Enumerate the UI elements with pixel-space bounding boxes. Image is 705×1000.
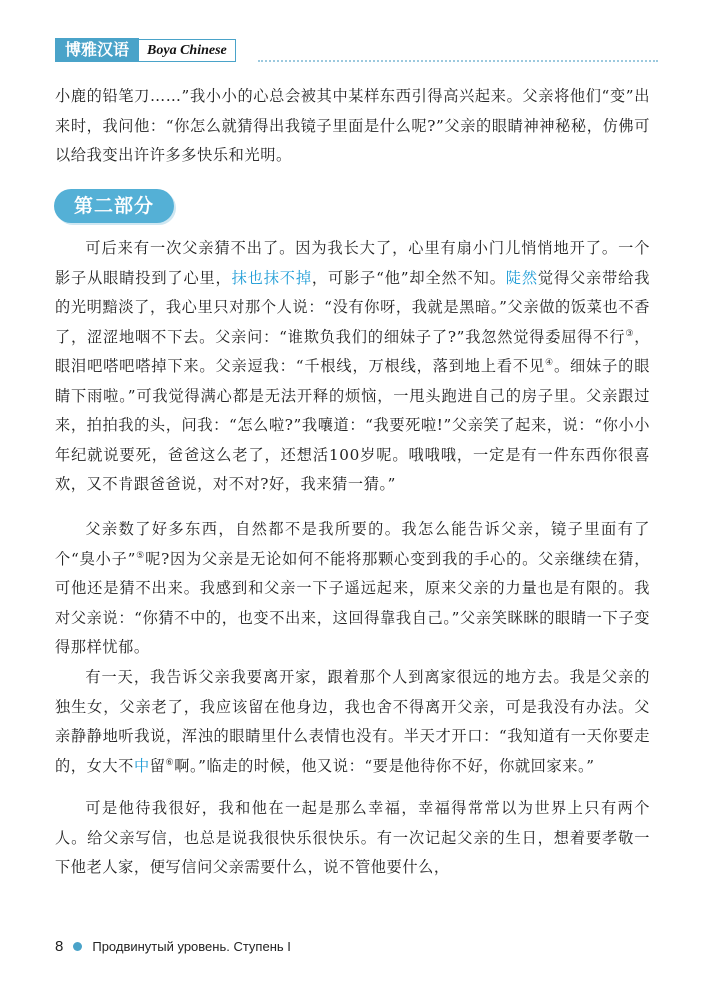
paragraph-5: 可是他待我很好，我和他在一起是那么幸福，幸福得常常以为世界上只有两个人。给父亲写信，也总是说我很快乐很快乐。有一次记起父亲的生日，想着要孝敬一下他老人家，便写信问父亲需要什么，说不管他要什么， [55,799,650,876]
p2-text-a: 可后来有一次父亲猜不出了。因为我长大了，心里有扇小门儿悄悄地开了。一个影子从眼睛投到了心里， [55,239,650,287]
series-title-cn: 博雅汉语 [55,38,139,62]
vocab-highlight: 中 [133,756,150,775]
paragraph-2 [55,234,650,500]
p4-text-b: 留 [149,756,166,775]
paragraph-4 [55,663,650,781]
page-number: 8 [55,938,64,955]
p2-text-c: 觉得父亲带给我的光明黯淡了，我心里只对那个人说：“没有你呀，我就是黑暗。”父亲做的饭菜也不香了，涩涩地咽不下去。父亲问：“谁欺负我们的细妹子了?”我忽然觉得委屈得不行 [55,268,651,346]
series-title-en: Boya Chinese [139,39,236,62]
paragraph-1: 小鹿的铅笔刀……”我小小的心总会被其中某样东西引得高兴起来。父亲将他们“变”出来时，我问他：“你怎么就猜得出我镜子里面是什么呢?”父亲的眼睛神神秘秘，仿佛可以给我变出许许多多快乐和光明。 [55,87,650,164]
p2-text-d: ，眼泪吧嗒吧嗒掉下来。父亲逗我：“千根线，万根线，落到地上看不见 [55,327,651,375]
paragraph-3 [55,515,650,663]
page-footer [55,938,291,955]
series-level-label: Продвинутый уровень. Ступень I [92,939,291,954]
p4-text-c: 啊。”临走的时候，他又说：“要是他待你不好，你就回家来。” [174,756,595,775]
p3-text-b: 呢?因为父亲是无论如何不能将那颗心变到我的手心的。父亲继续在猜，可他还是猜不出来。我感到和父亲一下子遥远起来，原来父亲的力量也是有限的。我对父亲说：“你猜不中的，也变不出来，这回得靠我自己。”父亲笑眯眯的眼睛一下子变得那样忧郁。 [55,549,650,656]
footnote-marker: ③ [625,328,635,339]
p2-text-e: 。细妹子的眼睛下雨啦。”可我觉得满心都是无法开释的烦恼，一甩头跑进自己的房子里。父亲跟过来，拍拍我的头，问我：“怎么啦?”我嚷道：“我要死啦!”父亲笑了起来，说：“你小小年纪就说要死，爸爸这么老了，还想活100岁呢。哦哦哦，一定是有一件东西你很喜欢，又不肯跟爸爸说，对不对?好，我来猜一猜。” [55,357,650,493]
footnote-marker: ④ [545,357,554,368]
p4-text-a: 有一天，我告诉父亲我要离开家，跟着那个人到离家很远的地方去。我是父亲的独生女，父亲老了，我应该留在他身边，我也舍不得离开父亲，可是我没有办法。父亲静静地听我说，浑浊的眼睛里什么表情也没有。半天才开口：“我知道有一天你要走的，女大不 [55,668,650,775]
p3-text-a: 父亲数了好多东西，自然都不是我所要的。我怎么能告诉父亲，镜子里面有了个“臭小子” [55,520,650,568]
bullet-dot-icon [73,942,82,951]
p2-text-b: ，可影子“他”却全然不知。 [311,268,506,287]
vocab-highlight: 陡然 [505,268,538,287]
running-header [55,38,236,62]
footnote-marker: ⑤ [135,550,146,561]
footnote-marker: ⑥ [165,757,175,768]
header-dotted-rule [258,60,658,62]
section-heading: 第二部分 [54,189,174,223]
vocab-highlight: 抹也抹不掉 [231,268,312,287]
